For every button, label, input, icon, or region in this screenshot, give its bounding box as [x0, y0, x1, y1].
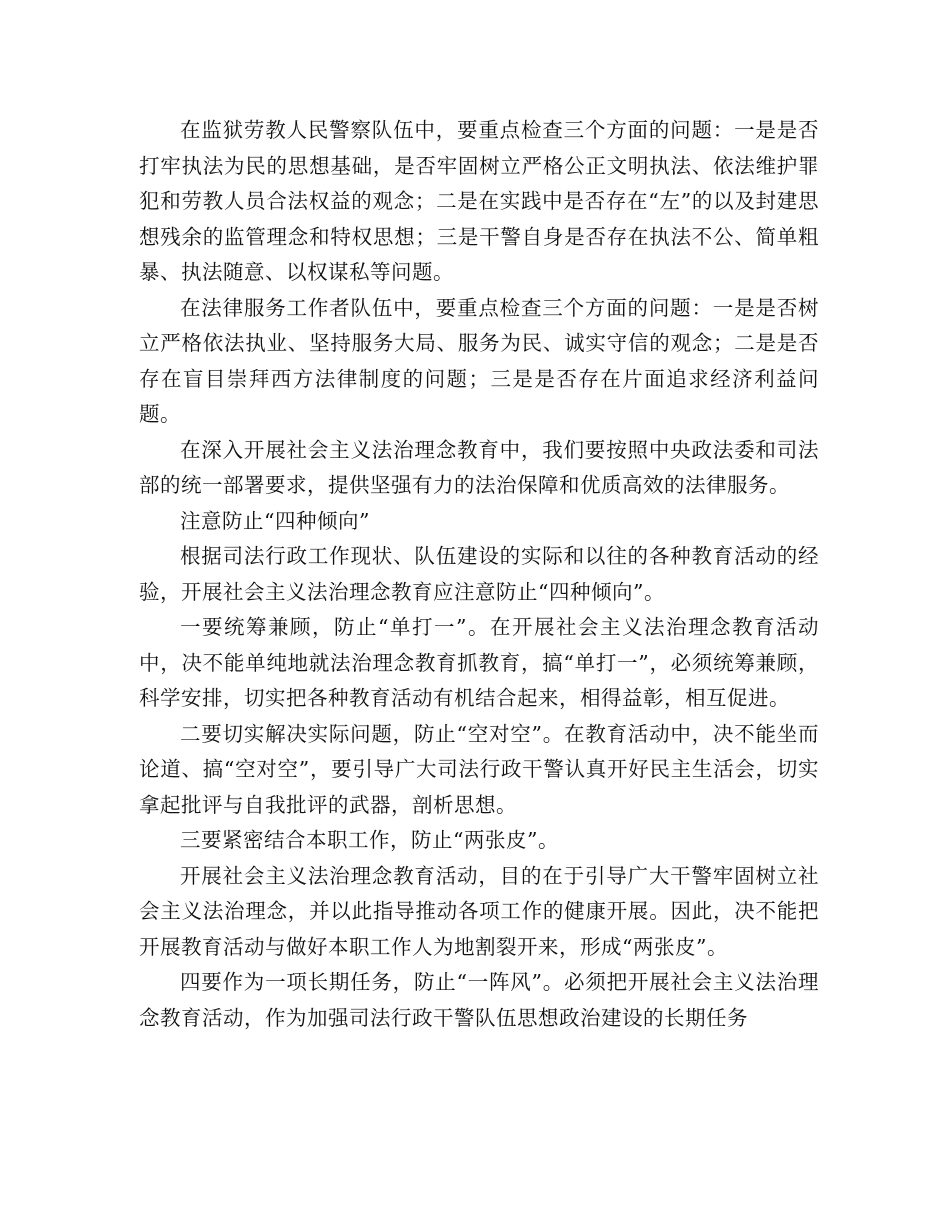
- paragraph: 在法律服务工作者队伍中，要重点检查三个方面的问题：一是是否树立严格依法执业、坚持服务大局、服务为民、诚实守信的观念；二是是否存在盲目崇拜西方法律制度的问题；三是是否存在片面追求经济利益问题。: [139, 295, 819, 426]
- paragraph: 在深入开展社会主义法治理念教育中，我们要按照中央政法委和司法部的统一部署要求，提供坚强有力的法治保障和优质高效的法律服务。: [139, 437, 819, 497]
- paragraph: 三要紧密结合本职工作，防止“两张皮”。: [180, 828, 559, 852]
- section-heading: 注意防止“四种倾向”: [180, 508, 370, 533]
- paragraph: 开展社会主义法治理念教育活动，目的在于引导广大干警牢固树立社会主义法治理念，并以此指导推动各项工作的健康开展。因此，决不能把开展教育活动与做好本职工作人为地割裂开来，形成“两张皮”。: [139, 863, 819, 959]
- paragraph: 在监狱劳教人民警察队伍中，要重点检查三个方面的问题：一是是否打牢执法为民的思想基础，是否牢固树立严格公正文明执法、依法维护罪犯和劳教人员合法权益的观念；二是在实践中是否存在“左”的以及封建思想残余的监管理念和特权思想；三是干警自身是否存在执法不公、简单粗暴、执法随意、以权谋私等问题。: [139, 118, 819, 284]
- paragraph: 一要统筹兼顾，防止“单打一”。在开展社会主义法治理念教育活动中，决不能单纯地就法治理念教育抓教育，搞“单打一”，必须统筹兼顾，科学安排，切实把各种教育活动有机结合起来，相得益彰，相互促进。: [139, 615, 819, 710]
- document-body: [139, 113, 819, 1036]
- paragraph: 根据司法行政工作现状、队伍建设的实际和以往的各种教育活动的经验，开展社会主义法治理念教育应注意防止“四种倾向”。: [139, 544, 819, 604]
- paragraph: 二要切实解决实际问题，防止“空对空”。在教育活动中，决不能坐而论道、搞“空对空”，要引导广大司法行政干警认真开好民主生活会，切实拿起批评与自我批评的武器，剖析思想。: [139, 721, 819, 817]
- paragraph: 四要作为一项长期任务，防止“一阵风”。必须把开展社会主义法治理念教育活动，作为加强司法行政干警队伍思想政治建设的长期任务: [139, 970, 819, 1030]
